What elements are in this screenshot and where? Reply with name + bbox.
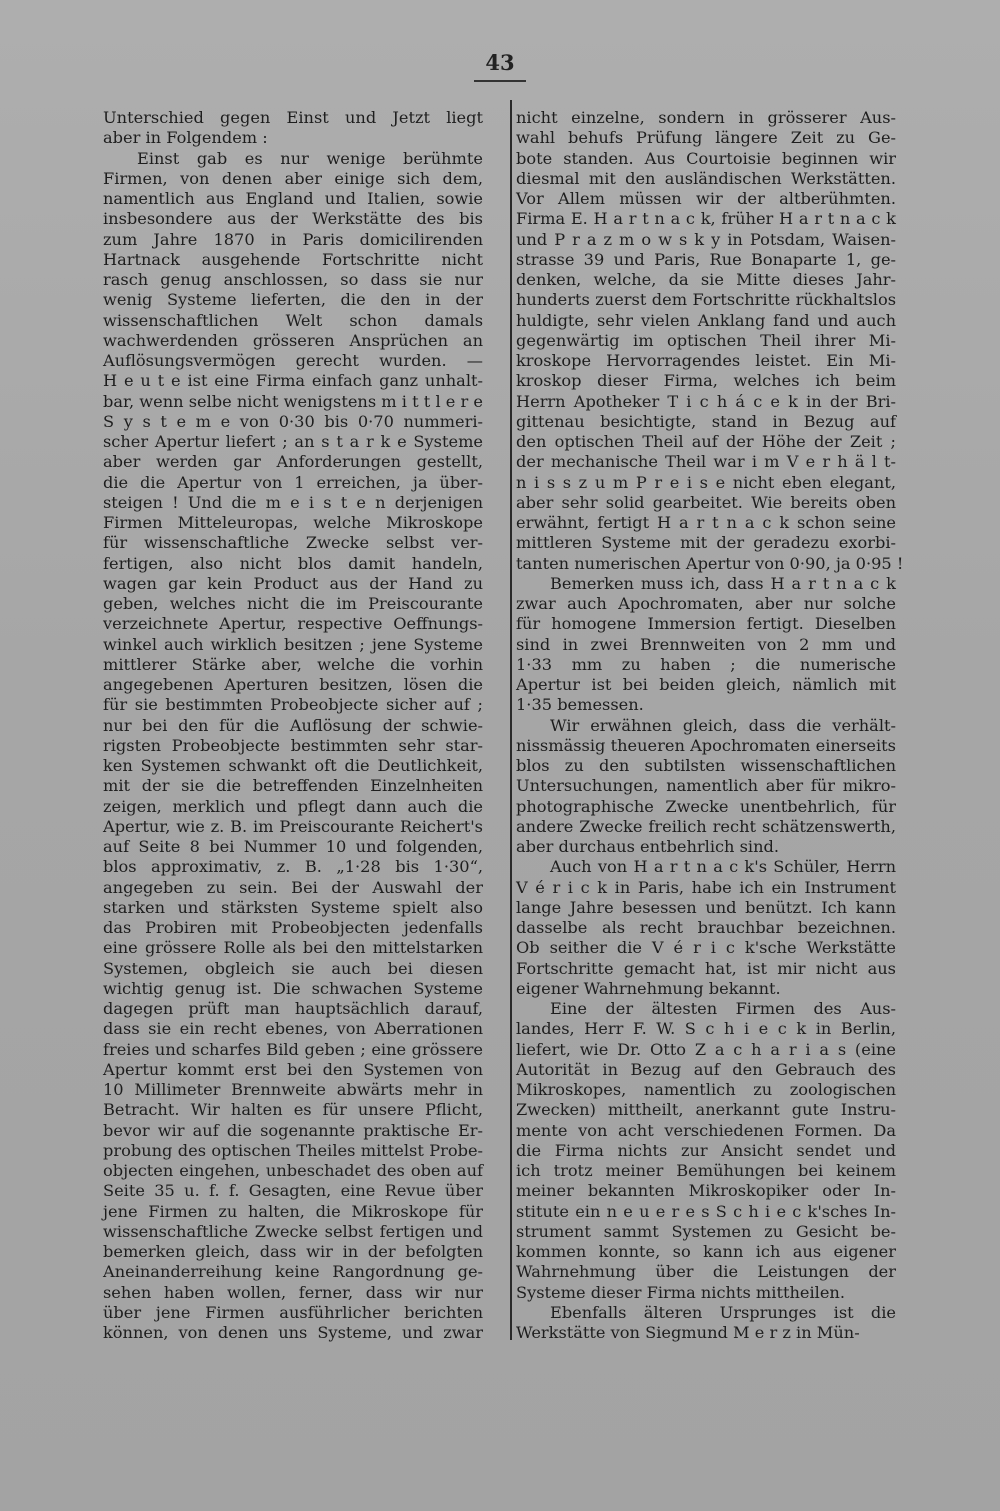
text-line: Systemen, obgleich sie auch bei diesen xyxy=(103,958,483,978)
text-line: mittleren Systeme mit der geradezu exorbi- xyxy=(516,533,896,553)
left-text-column xyxy=(103,108,483,1343)
column-divider xyxy=(510,100,512,1340)
text-line: scher Apertur liefert ; an s t a r k e Systeme xyxy=(103,432,483,451)
text-line: wahl behufs Prüfung längere Zeit zu Ge- xyxy=(516,128,896,148)
text-line: das Probiren mit Probeobjecten jedenfalls xyxy=(103,918,483,937)
text-line: aber sehr solid gearbeitet. Wie bereits oben xyxy=(516,492,896,512)
text-line: mittlerer Stärke aber, welche die vorhin xyxy=(103,654,483,674)
text-line: H e u t e ist eine Firma einfach ganz unhalt- xyxy=(103,371,483,391)
text-line: zwar auch Apochromaten, aber nur solche xyxy=(516,594,896,613)
text-line: sehen haben wollen, ferner, dass wir nur xyxy=(103,1282,483,1302)
text-line: Zwecken) mittheilt, anerkannt gute Instru- xyxy=(516,1100,896,1120)
text-line: bemerken gleich, dass wir in der befolgten xyxy=(103,1242,483,1261)
text-line: dass sie ein recht ebenes, von Aberrationen xyxy=(103,1019,483,1039)
text-line: ich trotz meiner Bemühungen bei keinem xyxy=(516,1161,896,1180)
text-line: eine grössere Rolle als bei den mittelstarken xyxy=(103,938,483,958)
text-line: Auflösungsvermögen gerecht wurden. — xyxy=(103,351,483,370)
text-line: rigsten Probeobjecte bestimmten sehr star- xyxy=(103,735,483,755)
text-line: Eine der ältesten Firmen des Aus- xyxy=(550,999,896,1018)
text-line: probung des optischen Theiles mittelst Probe- xyxy=(103,1140,483,1160)
text-line: zeigen, merklich und pflegt dann auch die xyxy=(103,796,483,816)
text-line: die die Apertur von 1 erreichen, ja über- xyxy=(103,472,483,492)
text-line: nicht einzelne, sondern in grösserer Aus- xyxy=(516,108,896,127)
text-line: wissenschaftlichen Welt schon damals xyxy=(103,310,483,330)
text-line: rasch genug anschlossen, so dass sie nur xyxy=(103,270,483,289)
text-line: gegenwärtig im optischen Theil ihrer Mi- xyxy=(516,330,896,350)
text-line: können, von denen uns Systeme, und zwar xyxy=(103,1323,483,1342)
text-line: dagegen prüft man hauptsächlich darauf, xyxy=(103,999,483,1018)
text-line: Apertur, wie z. B. im Preiscourante Reichert's xyxy=(103,816,483,836)
text-line: landes, Herr F. W. S c h i e c k in Berlin, xyxy=(516,1019,896,1039)
text-line: aber in Folgendem : xyxy=(103,128,268,148)
right-text-column xyxy=(516,108,904,1343)
text-line: bote standen. Aus Courtoisie beginnen wir xyxy=(516,148,896,168)
text-line: Ob seither die V é r i c k'sche Werkstätte xyxy=(516,938,896,958)
text-line: Wir erwähnen gleich, dass die verhält- xyxy=(550,715,896,735)
text-line: Seite 35 u. f. f. Gesagten, eine Revue über xyxy=(103,1181,483,1201)
text-line: blos zu den subtilsten wissenschaftlichen xyxy=(516,756,896,775)
text-line: gittenau besichtigte, stand in Bezug auf xyxy=(516,411,896,431)
text-line: V é r i c k in Paris, habe ich ein Instrument xyxy=(516,877,896,897)
text-line: 10 Millimeter Brennweite abwärts mehr in xyxy=(103,1080,483,1099)
text-line: meiner bekannten Mikroskopiker oder In- xyxy=(516,1181,896,1201)
text-line: der mechanische Theil war i m V e r h ä l t- xyxy=(516,452,896,472)
text-line: Einst gab es nur wenige berühmte xyxy=(137,148,483,168)
text-line: namentlich aus England und Italien, sowie xyxy=(103,189,483,208)
text-line: andere Zwecke freilich recht schätzenswerth, xyxy=(516,816,896,836)
page-number: 43 xyxy=(485,50,515,75)
text-line: Firmen, von denen aber einige sich dem, xyxy=(103,168,483,188)
text-line: Bemerken muss ich, dass H a r t n a c k xyxy=(550,573,896,593)
text-line: denken, welche, da sie Mitte dieses Jahr- xyxy=(516,270,896,289)
text-line: verzeichnete Apertur, respective Oeffnungs- xyxy=(103,614,483,634)
text-line: nur bei den für die Auflösung der schwie- xyxy=(103,715,483,735)
text-line: Betracht. Wir halten es für unsere Pflicht, xyxy=(103,1100,483,1120)
text-line: Hartnack ausgehende Fortschritte nicht xyxy=(103,249,483,269)
text-line: objecten eingehen, unbeschadet des oben auf xyxy=(103,1161,483,1180)
text-line: lange Jahre besessen und benützt. Ich kann xyxy=(516,897,896,917)
page-number-rule xyxy=(474,80,526,82)
text-line: winkel auch wirklich besitzen ; jene Systeme xyxy=(103,634,483,654)
text-line: kroskop dieser Firma, welches ich beim xyxy=(516,371,896,391)
text-line: Unterschied gegen Einst und Jetzt liegt xyxy=(103,108,483,127)
text-line: bar, wenn selbe nicht wenigstens m i t t l e r e xyxy=(103,391,483,411)
text-line: Wahrnehmung über die Leistungen der xyxy=(516,1262,896,1282)
text-line: kroskope Hervorragendes leistet. Ein Mi- xyxy=(516,351,896,370)
text-line: eigener Wahrnehmung bekannt. xyxy=(516,978,781,998)
text-line: Werkstätte von Siegmund M e r z in Mün- xyxy=(516,1323,860,1342)
text-line: Apertur ist bei beiden gleich, nämlich mit xyxy=(516,675,896,694)
text-line: huldigte, sehr vielen Anklang fand und auch xyxy=(516,310,896,330)
text-line: starken und stärksten Systeme spielt also xyxy=(103,897,483,917)
text-line: die Firma nichts zur Ansicht sendet und xyxy=(516,1140,896,1160)
text-line: bevor wir auf die sogenannte praktische Er- xyxy=(103,1120,483,1140)
text-line: Apertur kommt erst bei den Systemen von xyxy=(103,1059,483,1079)
text-line: wissenschaftliche Zwecke selbst fertigen und xyxy=(103,1221,483,1241)
text-line: insbesondere aus der Werkstätte des bis xyxy=(103,209,483,229)
text-line: Auch von H a r t n a c k's Schüler, Herrn xyxy=(550,857,896,877)
text-line: jene Firmen zu halten, die Mikroskope für xyxy=(103,1201,483,1221)
text-line: liefert, wie Dr. Otto Z a c h a r i a s (eine xyxy=(516,1039,896,1059)
text-line: für wissenschaftliche Zwecke selbst ver- xyxy=(103,533,483,553)
text-line: für sie bestimmten Probeobjecte sicher auf ; xyxy=(103,695,483,715)
text-line: aber werden gar Anforderungen gestellt, xyxy=(103,452,483,472)
text-line: freies und scharfes Bild geben ; eine grössere xyxy=(103,1039,483,1059)
text-line: wichtig genug ist. Die schwachen Systeme xyxy=(103,978,483,998)
text-line: über jene Firmen ausführlicher berichten xyxy=(103,1302,483,1322)
text-line: stitute ein n e u e r e s S c h i e c k'sches In- xyxy=(516,1201,896,1221)
text-line: erwähnt, fertigt H a r t n a c k schon seine xyxy=(516,513,896,532)
text-line: Autorität in Bezug auf den Gebrauch des xyxy=(516,1059,896,1079)
text-line: angegebenen Aperturen besitzen, lösen die xyxy=(103,675,483,694)
text-line: Systeme dieser Firma nichts mittheilen. xyxy=(516,1282,845,1302)
text-line: mente von acht verschiedenen Formen. Da xyxy=(516,1120,896,1140)
text-line: Firma E. H a r t n a c k, früher H a r t n a c k xyxy=(516,209,896,229)
text-line: fertigen, also nicht blos damit handeln, xyxy=(103,553,483,573)
text-line: Ebenfalls älteren Ursprunges ist die xyxy=(550,1302,896,1322)
text-line: S y s t e m e von 0·30 bis 0·70 nummeri- xyxy=(103,411,483,431)
text-line: Herrn Apotheker T i c h á c e k in der Bri- xyxy=(516,391,896,411)
text-line: dasselbe als recht brauchbar bezeichnen. xyxy=(516,918,896,937)
text-line: für homogene Immersion fertigt. Dieselben xyxy=(516,614,896,634)
text-line: wagen gar kein Product aus der Hand zu xyxy=(103,573,483,593)
text-line: 1·33 mm zu haben ; die numerische xyxy=(516,654,896,674)
text-line: nissmässig theueren Apochromaten einerseits xyxy=(516,735,896,755)
text-line: wachwerdenden grösseren Ansprüchen an xyxy=(103,330,483,350)
text-line: aber durchaus entbehrlich sind. xyxy=(516,837,780,856)
text-line: strasse 39 und Paris, Rue Bonaparte 1, ge- xyxy=(516,249,896,269)
text-line: wenig Systeme lieferten, die den in der xyxy=(103,290,483,310)
text-line: diesmal mit den ausländischen Werkstätten. xyxy=(516,168,896,188)
text-line: ken Systemen schwankt oft die Deutlichkeit, xyxy=(103,756,483,775)
text-line: auf Seite 8 bei Nummer 10 und folgenden, xyxy=(103,837,483,856)
text-line: zum Jahre 1870 in Paris domicilirenden xyxy=(103,229,483,249)
text-line: photographische Zwecke unentbehrlich, für xyxy=(516,796,896,816)
text-line: angegeben zu sein. Bei der Auswahl der xyxy=(103,877,483,897)
text-line: und P r a z m o w s k y in Potsdam, Waisen- xyxy=(516,229,896,249)
text-line: sind in zwei Brennweiten von 2 mm und xyxy=(516,634,896,654)
text-line: Fortschritte gemacht hat, ist mir nicht aus xyxy=(516,958,896,978)
text-line: den optischen Theil auf der Höhe der Zeit ; xyxy=(516,432,896,451)
text-line: Mikroskopes, namentlich zu zoologischen xyxy=(516,1080,896,1099)
text-line: Firmen Mitteleuropas, welche Mikroskope xyxy=(103,513,483,532)
text-line: Untersuchungen, namentlich aber für mikro- xyxy=(516,776,896,796)
text-line: blos approximativ, z. B. „1·28 bis 1·30“, xyxy=(103,857,483,877)
text-line: tanten numerischen Apertur von 0·90, ja 0·95 ! xyxy=(516,553,904,573)
text-line: mit der sie die betreffenden Einzelnheiten xyxy=(103,776,483,796)
text-line: hunderts zuerst dem Fortschritte rückhaltslos xyxy=(516,290,896,310)
text-line: Aneinanderreihung keine Rangordnung ge- xyxy=(103,1262,483,1282)
text-line: steigen ! Und die m e i s t e n derjenigen xyxy=(103,492,483,512)
text-line: kommen konnte, so kann ich aus eigener xyxy=(516,1242,896,1261)
text-line: n i s s z u m P r e i s e nicht eben elegant, xyxy=(516,472,896,492)
text-line: Vor Allem müssen wir der altberühmten. xyxy=(516,189,896,208)
text-line: 1·35 bemessen. xyxy=(516,695,644,715)
text-line: geben, welches nicht die im Preiscourante xyxy=(103,594,483,613)
text-line: strument sammt Systemen zu Gesicht be- xyxy=(516,1221,896,1241)
